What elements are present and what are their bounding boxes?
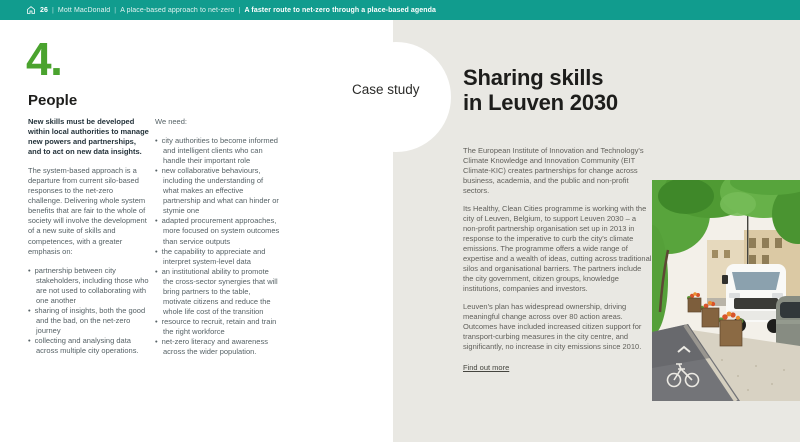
case-study-paragraph: Its Healthy, Clean Cities programme is working with the city of Leuven, Belgium, to support Leuven 2030 – a non-profit partnership organisation set up in 2013 in response to the imperative to curb the city's climate emissions. The programme offers a wide range of expertise and a wealth of ideas, cutting across traditional silos and organisational barriers. The partners include the city government, citizen groups, knowledge institutions, companies and investors. bbox=[463, 204, 652, 293]
section-number: 4. bbox=[26, 33, 62, 85]
bullet-item: • collecting and analysing data across multiple city operations. bbox=[28, 336, 149, 356]
separator: | bbox=[238, 6, 241, 14]
case-study-title bbox=[463, 66, 618, 116]
bullet-item: • new collaborative behaviours, including the understanding of what makes an effective partnership and what can hinder or stymie one bbox=[155, 166, 280, 216]
separator: | bbox=[52, 6, 54, 14]
middle-bullet-list bbox=[155, 136, 280, 357]
bullet-item: • an institutional ability to promote the cross-sector synergies that will bring partners to the table, motivate citizens and reduce the whole life cost of the transition bbox=[155, 267, 280, 317]
find-out-more-link[interactable]: Find out more bbox=[463, 362, 510, 372]
separator: | bbox=[114, 6, 117, 14]
bullet-item: • sharing of insights, both the good and the bad, on the net-zero journey bbox=[28, 306, 149, 336]
brand-name: Mott MacDonald bbox=[57, 6, 111, 14]
chapter-title: A faster route to net-zero through a place-based agenda bbox=[244, 6, 436, 14]
section-heading: People bbox=[28, 92, 78, 109]
home-icon[interactable] bbox=[27, 6, 35, 14]
bullet-item: • city authorities to become informed and intelligent clients who can handle their important role bbox=[155, 136, 280, 166]
case-study-label: Case study bbox=[352, 82, 420, 97]
circle-cutout bbox=[341, 42, 451, 152]
case-study-paragraph: Leuven's plan has widespread ownership, driving meaningful change across over 80 action areas. Outcomes have included increased citizen support for transport-curbing measures in the city centre, and significantly, no increase in city emissions since 2010. bbox=[463, 302, 642, 352]
case-study-body bbox=[463, 146, 653, 373]
bullet-item: • partnership between city stakeholders, including those who are not used to collaborating with one another bbox=[28, 266, 149, 306]
case-study-title-line1: Sharing skills bbox=[463, 65, 604, 90]
bullet-item: • resource to recruit, retain and train the right workforce bbox=[155, 317, 280, 337]
left-text-column bbox=[28, 117, 149, 356]
leuven-street-photo bbox=[652, 180, 800, 401]
lead-line: We need: bbox=[155, 117, 187, 126]
bullet-item: • adapted procurement approaches, more focused on system outcomes than service outputs bbox=[155, 216, 280, 246]
middle-text-column bbox=[155, 117, 280, 357]
top-bar bbox=[0, 0, 800, 20]
page-number: 26 bbox=[40, 6, 48, 14]
body-paragraph: The system-based approach is a departure from current silo-based responses to the net-zero challenge. Delivering whole system benefits that are fair to the whole of society will involve the development of a new suite of skills and competences, with a greater emphasis on: bbox=[28, 166, 147, 256]
left-bullet-list bbox=[28, 266, 149, 356]
document-title: A place-based approach to net-zero bbox=[120, 6, 235, 14]
bullet-item: • net-zero literacy and awareness across the wider population. bbox=[155, 337, 280, 357]
case-study-title-line2: in Leuven 2030 bbox=[463, 89, 618, 115]
bullet-item: • the capability to appreciate and interpret system-level data bbox=[155, 247, 280, 267]
case-study-paragraph: The European Institute of Innovation and Technology's Climate Knowledge and Innovation Community (EIT Climate-KIC) creates partnerships for change across business, academia, and the public and non-profit sectors. bbox=[463, 146, 644, 195]
intro-paragraph: New skills must be developed within local authorities to manage new powers and partnerships, and to act on new data insights. bbox=[28, 117, 149, 157]
